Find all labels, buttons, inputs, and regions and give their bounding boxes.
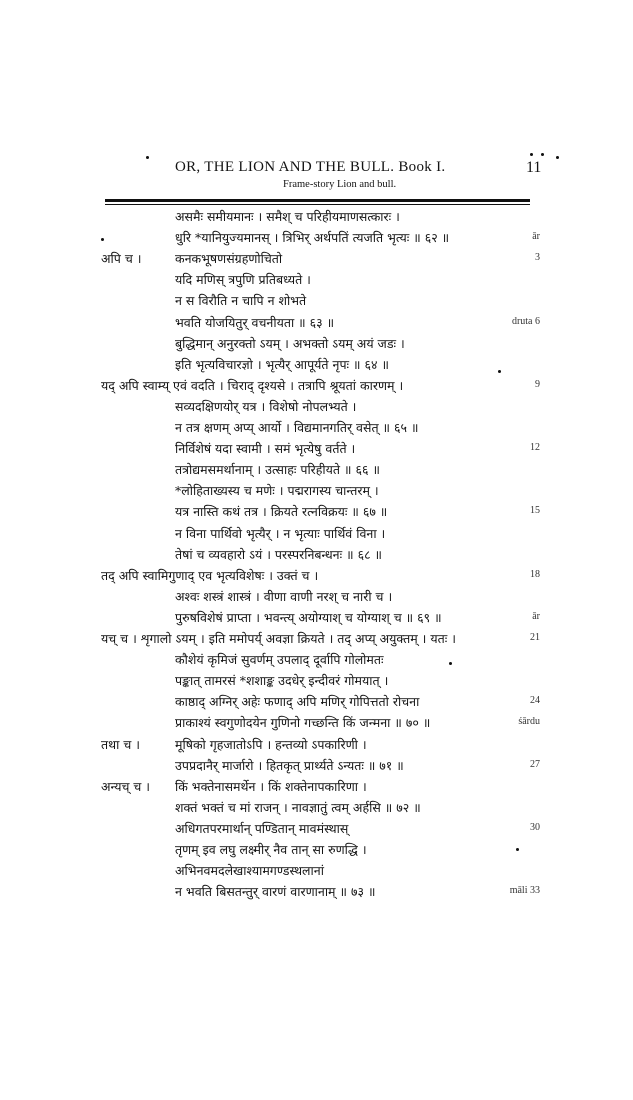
line-lead-text: अपि च ।: [101, 251, 142, 267]
verse-text: इति भृत्यविचारज्ञो । भृत्यैर् आपूर्यते नृपः ॥ ६४ ॥: [175, 356, 389, 372]
text-line: [0, 461, 633, 483]
text-line: [0, 377, 633, 399]
header-rule-thick: [105, 199, 530, 202]
verse-text: किं भक्तेनासमर्थेन । किं शक्तेनापकारिणा ।: [175, 778, 367, 794]
text-line: [0, 292, 633, 314]
verse-text: न स विरौति न चापि न शोभते: [175, 293, 307, 309]
verse-text: प्राकाश्यं स्वगुणोदयेन गुणिनो गच्छन्ति किं जन्मना ॥ ७० ॥: [175, 715, 431, 731]
verse-text: *लोहिताख्यस्य च मणेः । पद्मरागस्य चान्तरम् ।: [175, 483, 379, 499]
text-line: [0, 693, 633, 715]
text-line: [0, 757, 633, 779]
margin-note: 9: [535, 378, 540, 390]
text-line: [0, 546, 633, 568]
verse-text: यत्र नास्ति कथं तत्र । क्रियते रत्नविक्रयः ॥ ६७ ॥: [175, 504, 388, 520]
verse-text: तत्रोद्यमसमर्थानाम् । उत्साहः परिहीयते ॥ ६६ ॥: [175, 462, 380, 478]
text-line: [0, 419, 633, 441]
margin-note: druta 6: [511, 315, 540, 327]
line-lead-text: यद् अपि स्वाम्य् एवं वदति । चिराद् दृश्यसे । तत्रापि श्रूयतां कारणम् ।: [101, 377, 404, 393]
margin-note: māli 33: [509, 885, 540, 897]
verse-text: न विना पार्थिवो भृत्यैर् । न भृत्याः पार्थिवं विना ।: [175, 525, 386, 541]
text-line: [0, 503, 633, 525]
verse-text: शक्तं भक्तं च मां राजन् । नावज्ञातुं त्वम् अर्हसि ॥ ७२ ॥: [175, 799, 421, 815]
verse-text: भवति योजयितुर् वचनीयता ॥ ६३ ॥: [175, 314, 335, 330]
text-line: [0, 736, 633, 758]
verse-text: धुरि *यानियुज्यमानस् । त्रिभिर् अर्थपतिं त्यजति भृत्यः ॥ ६२ ॥: [175, 230, 450, 246]
running-title: OR, THE LION AND THE BULL. Book I.: [175, 159, 446, 175]
section-subheading: Frame-story Lion and bull.: [283, 179, 397, 190]
margin-note: 15: [530, 505, 540, 517]
text-line: [0, 271, 633, 293]
text-line: [0, 841, 633, 863]
margin-note: śārdu: [518, 716, 540, 728]
text-line: [0, 609, 633, 631]
verse-text: तृणम् इव लघु लक्ष्मीर् नैव तान् सा रुणद्धि ।: [175, 842, 367, 857]
ink-speck: [541, 153, 544, 156]
text-line: [0, 672, 633, 694]
text-line: [0, 567, 633, 589]
text-line: [0, 440, 633, 462]
text-line: [0, 356, 633, 378]
text-line: [0, 714, 633, 736]
verse-text: अधिगतपरमार्थान् पण्डितान् मावमंस्थास्: [175, 820, 349, 836]
ink-speck: [101, 238, 104, 241]
verse-text: मूषिको गृहजातोऽपि । हन्तव्यो ऽपकारिणी ।: [175, 736, 367, 752]
verse-text: बुद्धिमान् अनुरक्तो ऽयम् । अभक्तो ऽयम् अयं जडः ।: [175, 335, 405, 351]
text-line: [0, 525, 633, 547]
verse-text: असमैः समीयमानः । समैश् च परिहीयमाणसत्कारः ।: [175, 209, 400, 224]
text-line: [0, 398, 633, 420]
margin-note: 12: [530, 442, 540, 454]
ink-speck: [530, 153, 533, 156]
verse-text: निर्विशेषं यदा स्वामी । समं भृत्येषु वर्तते ।: [175, 441, 356, 457]
text-line: [0, 799, 633, 821]
text-line: [0, 229, 633, 251]
text-line: [0, 651, 633, 673]
margin-note: 21: [530, 632, 540, 643]
text-line: [0, 588, 633, 610]
margin-note: 30: [530, 821, 540, 833]
text-line: [0, 778, 633, 800]
text-line: [0, 820, 633, 842]
line-lead-text: अन्यच् च ।: [101, 778, 151, 794]
verse-text: कौशेयं कृमिजं सुवर्णम् उपलाद् दूर्वापि गोलोमतः: [175, 652, 384, 668]
verse-text: कनकभूषणसंग्रहणोचितो: [175, 251, 283, 267]
text-line: [0, 482, 633, 504]
verse-text: अश्वः शस्त्रं शास्त्रं । वीणा वाणी नरश् च नारी च ।: [175, 588, 393, 604]
text-line: [0, 335, 633, 357]
margin-note: 27: [530, 758, 540, 770]
verse-text: उपप्रदानैर् मार्जारो । हितकृत् प्रार्थ्यते ऽन्यतः ॥ ७१ ॥: [175, 757, 404, 773]
page-number: 11: [526, 159, 542, 176]
margin-note: ār: [532, 610, 540, 622]
line-lead-text: यच् च । शृगालो ऽयम् । इति ममोपर्य् अवज्ञा क्रियते । तद् अप्य् अयुक्तम् । यतः ।: [101, 631, 456, 646]
ink-speck: [516, 848, 519, 851]
text-line: [0, 208, 633, 230]
verse-text: न तत्र क्षणम् अप्य् आर्यो । विद्यमानगतिर् वसेत् ॥ ६५ ॥: [175, 420, 419, 435]
verse-text: अभिनवमदलेखाश्यामगण्डस्थलानां: [175, 863, 324, 879]
verse-text: सव्यदक्षिणयोर् यत्र । विशेषो नोपलभ्यते ।: [175, 398, 357, 414]
margin-note: ār: [532, 231, 540, 243]
text-line: [0, 630, 633, 652]
verse-text: न भवति बिसतन्तुर् वारणं वारणानाम् ॥ ७३ ॥: [175, 884, 376, 900]
header-rule-thin: [105, 204, 530, 205]
verse-text: तेषां च व्यवहारो ऽयं । परस्परनिबन्धनः ॥ ६८ ॥: [175, 546, 383, 562]
line-lead-text: तद् अपि स्वामिगुणाद् एव भृत्यविशेषः । उक्तं च ।: [101, 567, 319, 583]
verse-text: काष्ठाद् अग्निर् अहेः फणाद् अपि मणिर् गोपित्ततो रोचना: [175, 694, 420, 710]
text-line: [0, 862, 633, 884]
running-header: [0, 159, 633, 179]
ink-speck: [498, 370, 501, 373]
margin-note: 18: [530, 568, 540, 580]
verse-text: यदि मणिस् त्रपुणि प्रतिबध्यते ।: [175, 272, 311, 288]
text-line: [0, 314, 633, 336]
text-line: [0, 250, 633, 272]
margin-note: 3: [535, 252, 540, 264]
line-lead-text: तथा च ।: [101, 736, 140, 752]
ink-speck: [449, 662, 452, 665]
verse-text: पुरुषविशेषं प्राप्ता । भवन्त्य् अयोग्याश् च योग्याश् च ॥ ६९ ॥: [175, 609, 442, 625]
text-line: [0, 883, 633, 905]
verse-text: पङ्कात् तामरसं *शशाङ्क उदधेर् इन्दीवरं गोमयात् ।: [175, 673, 389, 689]
margin-note: 24: [530, 695, 540, 707]
